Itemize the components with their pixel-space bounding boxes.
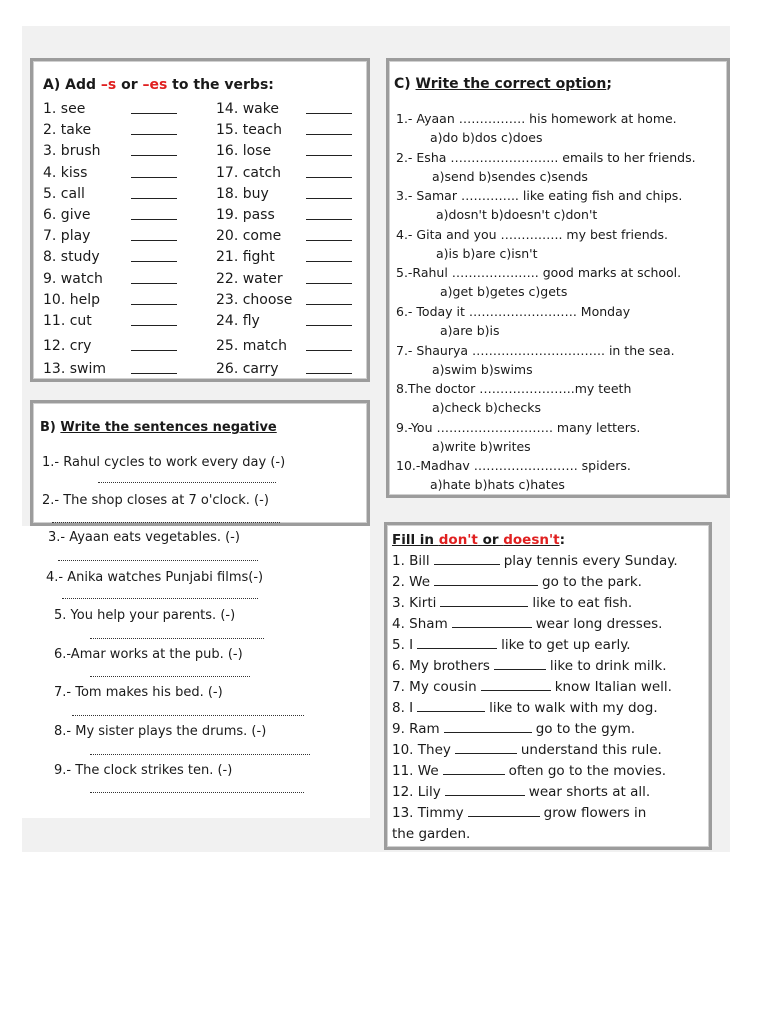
sentence-start: 1. Bill — [392, 553, 430, 569]
verb-item — [43, 184, 193, 205]
fill-in-sentence — [392, 553, 678, 569]
verb-item — [43, 269, 193, 290]
fill-in-sentence — [392, 742, 662, 758]
sentence-end: like to get up early. — [501, 637, 631, 653]
fill-in-sentence — [392, 763, 666, 779]
fill-in-sentence — [392, 679, 672, 695]
verb-item — [216, 247, 366, 268]
verb-text: 7. play — [43, 228, 91, 245]
verb-item — [43, 99, 193, 120]
question-text: 5.-Rahul …………….….. good marks at school. — [396, 265, 682, 281]
negative-sentence: 2.- The shop closes at 7 o'clock. (-) — [42, 493, 269, 508]
verb-text: 21. fight — [216, 249, 275, 266]
negative-sentence: 9.- The clock strikes ten. (-) — [54, 763, 233, 778]
answer-dotted-line[interactable] — [90, 638, 264, 639]
verb-item — [216, 141, 366, 162]
sentence-end: like to eat fish. — [532, 595, 633, 611]
sentence-start: 2. We — [392, 574, 431, 590]
verb-answer-blank[interactable] — [131, 198, 177, 199]
verb-text: 23. choose — [216, 291, 293, 308]
sentence-end: know Italian well. — [554, 679, 672, 695]
verb-item — [43, 336, 193, 357]
negative-sentence: 5. You help your parents. (-) — [54, 608, 236, 623]
negative-sentence: 3.- Ayaan eats vegetables. (-) — [48, 530, 240, 545]
answer-options: a)do b)dos c)does — [430, 130, 543, 145]
fill-item-13-continuation: the garden. — [392, 826, 471, 842]
verb-item — [216, 336, 366, 357]
sentence-start: 5. I — [392, 637, 414, 653]
verb-text: 9. watch — [43, 270, 103, 287]
question-text: 9.-You ………………………. many letters. — [396, 419, 641, 435]
verb-answer-blank[interactable] — [306, 240, 352, 241]
verb-text: 13. swim — [43, 361, 106, 378]
fill-in-sentence — [392, 700, 658, 716]
section-a-box — [30, 58, 370, 382]
verb-text: 4. kiss — [43, 164, 88, 181]
answer-options: a)send b)sendes c)sends — [432, 168, 588, 184]
verb-list-left — [43, 99, 193, 380]
verb-answer-blank[interactable] — [306, 283, 352, 284]
question-text: 7.- Shaurya ………………………….. in the sea. — [396, 342, 675, 358]
verb-text: 20. come — [216, 228, 282, 245]
verb-answer-blank[interactable] — [306, 155, 352, 156]
verb-text: 16. lose — [216, 143, 272, 160]
sentence-end: wear long dresses. — [535, 616, 663, 632]
sentence-start: 13. Timmy — [392, 805, 464, 821]
fill-in-blank[interactable] — [468, 816, 540, 817]
verb-text: 17. catch — [216, 164, 282, 181]
verb-text: 8. study — [43, 249, 100, 266]
verb-answer-blank[interactable] — [131, 240, 177, 241]
verb-item — [43, 141, 193, 162]
verb-text: 12. cry — [43, 338, 92, 355]
verb-item — [43, 247, 193, 268]
verb-answer-blank[interactable] — [306, 350, 352, 351]
question-text: 4.- Gita and you ……….….. my best friends. — [396, 226, 669, 242]
verb-item — [43, 359, 193, 380]
verb-answer-blank[interactable] — [131, 155, 177, 156]
verb-item — [43, 311, 193, 332]
fill-in-sentence — [392, 805, 646, 821]
answer-options: a)are b)is — [440, 323, 500, 338]
verb-answer-blank[interactable] — [306, 261, 352, 262]
verb-text: 26. carry — [216, 361, 279, 378]
verb-text: 11. cut — [43, 312, 92, 329]
section-b-title: B) Write the sentences negative — [40, 420, 277, 435]
verb-item — [216, 226, 366, 247]
sentence-end: wear shorts at all. — [528, 784, 651, 800]
negative-sentence: 4.- Anika watches Punjabi films(-) — [46, 570, 264, 585]
verb-item — [216, 120, 366, 141]
verb-item — [216, 311, 366, 332]
verb-answer-blank[interactable] — [131, 325, 177, 326]
answer-options: a)swim b)swims — [432, 361, 533, 377]
fill-in-blank[interactable] — [434, 564, 500, 565]
verb-item — [216, 205, 366, 226]
verb-item — [43, 163, 193, 184]
sentence-end: often go to the movies. — [508, 763, 667, 779]
fill-in-blank[interactable] — [455, 753, 517, 754]
answer-options: a)dosn't b)doesn't c)don't — [436, 207, 598, 223]
answer-options: a)get b)getes c)gets — [440, 284, 568, 300]
verb-text: 18. buy — [216, 185, 269, 202]
verb-answer-blank[interactable] — [131, 304, 177, 305]
sentence-start: 3. Kirti — [392, 595, 437, 611]
sentence-end: grow flowers in — [543, 805, 647, 821]
verb-answer-blank[interactable] — [131, 177, 177, 178]
fill-in-sentence — [392, 616, 662, 632]
sentence-end: understand this rule. — [520, 742, 662, 758]
verb-text: 15. teach — [216, 122, 282, 139]
fill-in-blank[interactable] — [440, 606, 528, 607]
verb-list-right — [216, 99, 366, 380]
verb-text: 24. fly — [216, 312, 260, 329]
answer-dotted-line[interactable] — [58, 560, 258, 561]
sentence-end: like to walk with my dog. — [489, 700, 658, 716]
fill-in-blank[interactable] — [494, 669, 546, 670]
answer-dotted-line[interactable] — [72, 715, 304, 716]
question-text: 1.- Ayaan ……………. his homework at home. — [396, 111, 677, 126]
negative-sentence: 8.- My sister plays the drums. (-) — [54, 724, 267, 739]
verb-text: 5. call — [43, 185, 85, 202]
negative-sentence: 7.- Tom makes his bed. (-) — [54, 685, 223, 700]
sentence-start: 7. My cousin — [392, 679, 477, 695]
fill-in-blank[interactable] — [443, 774, 505, 775]
answer-options: a)write b)writes — [432, 438, 531, 454]
verb-item — [216, 99, 366, 120]
verb-answer-blank[interactable] — [306, 134, 352, 135]
verb-text: 6. give — [43, 206, 91, 223]
fill-in-blank[interactable] — [417, 711, 485, 712]
sentence-end: play tennis every Sunday. — [503, 553, 678, 569]
fill-in-sentence — [392, 595, 632, 611]
negative-sentence: 1.- Rahul cycles to work every day (-) — [42, 455, 286, 470]
sentence-start: 8. I — [392, 700, 414, 716]
verb-text: 2. take — [43, 122, 92, 139]
question-text: 3.- Samar ………….. like eating fish and chips. — [396, 188, 683, 204]
sentence-start: 12. Lily — [392, 784, 441, 800]
section-a-title: A) Add –s or –es to the verbs: — [43, 77, 274, 93]
answer-dotted-line[interactable] — [62, 598, 258, 599]
question-text: 2.- Esha …………………….. emails to her friends. — [396, 149, 696, 165]
answer-dotted-line[interactable] — [98, 482, 276, 483]
verb-answer-blank[interactable] — [306, 373, 352, 374]
verb-item — [43, 290, 193, 311]
verb-item — [43, 120, 193, 141]
verb-item — [216, 359, 366, 380]
fill-in-sentence — [392, 721, 635, 737]
verb-text: 22. water — [216, 270, 283, 287]
answer-options: a)check b)checks — [432, 400, 542, 416]
verb-answer-blank[interactable] — [306, 113, 352, 114]
fill-in-blank[interactable] — [481, 690, 551, 691]
verb-answer-blank[interactable] — [131, 261, 177, 262]
fill-in-blank[interactable] — [434, 585, 538, 586]
verb-item — [43, 205, 193, 226]
fill-in-blank[interactable] — [452, 627, 532, 628]
answer-dotted-line[interactable] — [52, 522, 280, 523]
fill-in-blank[interactable] — [444, 732, 532, 733]
verb-item — [216, 269, 366, 290]
fill-in-sentence — [392, 784, 650, 800]
verb-item — [216, 163, 366, 184]
verb-answer-blank[interactable] — [131, 134, 177, 135]
verb-item — [43, 226, 193, 247]
fill-in-sentence — [392, 574, 642, 590]
question-text: 8.The doctor …………………..my teeth — [396, 381, 632, 397]
verb-answer-blank[interactable] — [306, 177, 352, 178]
sentence-end: go to the park. — [542, 574, 642, 590]
verb-answer-blank[interactable] — [306, 198, 352, 199]
answer-options: a)is b)are c)isn't — [436, 245, 538, 261]
section-d-title: Fill in don't or doesn't: — [392, 532, 565, 548]
section-c-title: C) Write the correct option; — [394, 76, 612, 92]
verb-text: 19. pass — [216, 206, 275, 223]
fill-in-sentence — [392, 658, 667, 674]
verb-item — [216, 184, 366, 205]
verb-text: 3. brush — [43, 143, 101, 160]
answer-dotted-line[interactable] — [90, 676, 250, 677]
answer-options: a)hate b)hats c)hates — [430, 477, 565, 493]
sentence-start: 6. My brothers — [392, 658, 490, 674]
answer-dotted-line[interactable] — [90, 754, 310, 755]
fill-in-blank[interactable] — [445, 795, 525, 796]
verb-answer-blank[interactable] — [131, 350, 177, 351]
verb-answer-blank[interactable] — [306, 304, 352, 305]
verb-answer-blank[interactable] — [131, 283, 177, 284]
verb-text: 1. see — [43, 101, 86, 117]
verb-answer-blank[interactable] — [131, 219, 177, 220]
verb-answer-blank[interactable] — [131, 113, 177, 114]
verb-answer-blank[interactable] — [306, 219, 352, 220]
question-text: 6.- Today it ………………….…. Monday — [396, 304, 631, 319]
verb-text: 25. match — [216, 338, 287, 355]
sentence-start: 11. We — [392, 763, 439, 779]
sentence-start: 9. Ram — [392, 721, 440, 737]
sentence-end: like to drink milk. — [549, 658, 667, 674]
sentence-start: 10. They — [392, 742, 451, 758]
verb-answer-blank[interactable] — [306, 325, 352, 326]
fill-in-blank[interactable] — [417, 648, 497, 649]
answer-dotted-line[interactable] — [90, 792, 304, 793]
verb-text: 14. wake — [216, 101, 279, 117]
verb-answer-blank[interactable] — [131, 373, 177, 374]
question-text: 10.-Madhav ……………………. spiders. — [396, 458, 631, 474]
sentence-start: 4. Sham — [392, 616, 448, 632]
fill-in-sentence — [392, 637, 631, 653]
verb-text: 10. help — [43, 291, 100, 308]
negative-sentence: 6.-Amar works at the pub. (-) — [54, 647, 243, 662]
verb-item — [216, 290, 366, 311]
sentence-end: go to the gym. — [535, 721, 636, 737]
